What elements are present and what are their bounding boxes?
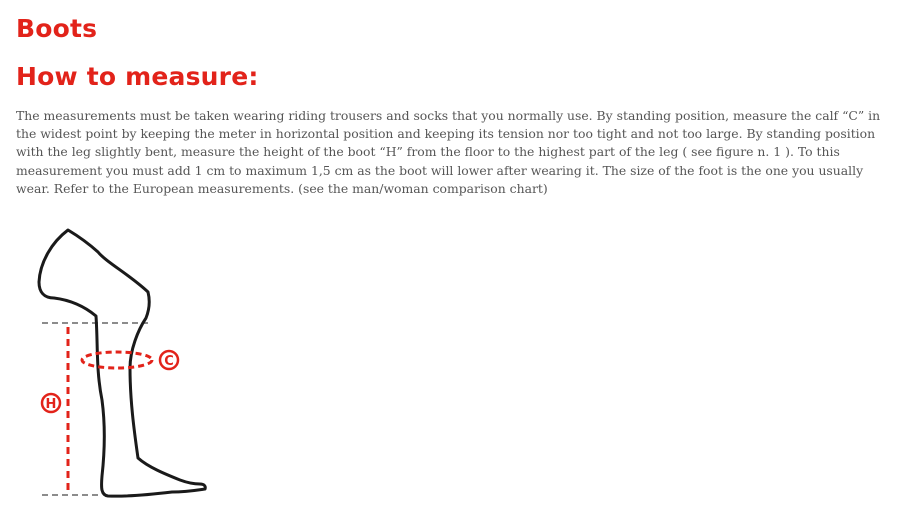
- leg-measurement-diagram: [30, 220, 220, 510]
- height-marker-label: H: [45, 397, 57, 412]
- page-title: Boots: [16, 14, 98, 43]
- section-heading: How to measure:: [16, 62, 259, 91]
- height-marker: [42, 394, 60, 412]
- calf-marker-label: C: [164, 354, 174, 369]
- measurement-instructions: The measurements must be taken wearing riding trousers and socks that you normally use. By standing position, measure the calf “C” in the widest point by keeping the meter in horizontal position and keeping its tension nor too tight and not too large. By standing position with the leg slightly bent, measure the height of the boot “H” from the floor to the highest part of the leg ( see figure n. 1 ). To this measurement you must add 1 cm to maximum 1,5 cm as the boot will lower after wearing it. The size of the foot is the one you usually wear. Refer to the European measurements. (see the man/woman comparison chart): [16, 108, 881, 196]
- leg-outline: [39, 230, 205, 496]
- calf-marker: [160, 351, 178, 369]
- calf-measure-ring: [82, 352, 152, 368]
